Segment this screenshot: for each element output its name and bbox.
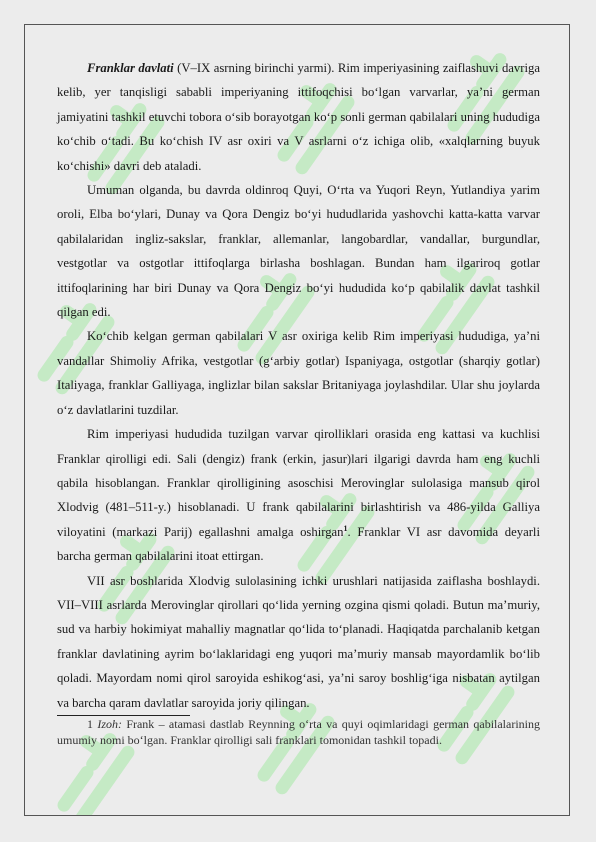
document-body — [57, 56, 540, 748]
paragraph-tribes — [57, 178, 540, 324]
paragraph-text: Rim imperiyasi hududida tuzilgan varvar qirolliklari orasida eng kattasi va kuchlisi Franklar qirolligi edi. Sali (dengiz) frank (erkin, jasur)lari ilgarigi davrda ham eng kuchli qabila hisoblangan. Franklar qirolligining asoschisi Merovinglar sulolasiga mansub qirol Xlodvig (481–511-y.) hisoblanadi. U frank qabilalarini birlashtirish va 486-yilda Galliya viloyatini (markazi Parij) egallashni amalga oshirgan — [57, 427, 540, 539]
footnote-reference[interactable]: 1 — [343, 523, 348, 533]
paragraph-text: Ko‘chib kelgan german qabilalari V asr oxiriga kelib Rim imperiyasi hududiga, ya’ni vandallar Shimoliy Afrika, vestgotlar (g‘arbiy gotlar) Ispaniyaga, ostgotlar (sharqiy gotlar) Italiyaga, franklar Galliyaga, inglizlar bilan sakslar Britaniyaga joylashdilar. Ular shu joylarda o‘z davlatlarini tuzdilar. — [57, 329, 540, 417]
lead-term: Franklar davlati — [87, 61, 174, 75]
paragraph-text: (V–IX asrning birinchi yarmi). Rim imperiyasining zaiflashuvi davriga kelib, yer tanqisligi sababli imperiyaning ittifoqchisi bo‘lgan varvarlar, ya’ni german jamiyatini tashkil etuvchi tobora o‘sib borayotgan ko‘p sonli german qabilalari uning hududiga ko‘chib o‘tadi. Bu ko‘chish IV asr oxiri va V asrlarni o‘z ichiga olib, «xalqlarning buyuk ko‘chishi» davri deb ataladi. — [57, 61, 540, 173]
paragraph-kingdom — [57, 422, 540, 568]
footnote-label: Izoh: — [97, 716, 122, 731]
paragraph-text: . Franklar VI asr davomida deyarli barcha german qabilalarini itoat ettirgan. — [57, 524, 540, 564]
footnote-number: 1 — [87, 716, 93, 731]
footnote — [57, 716, 540, 748]
paragraph-text: Umuman olganda, bu davrda oldinroq Quyi, O‘rta va Yuqori Reyn, Yutlandiya yarim oroli, Elba bo‘ylari, Dunay va Qora Dengiz bo‘yi hududlarida yashovchi katta-katta varvar qabilalaridan ingliz-sakslar, franklar, allemanlar, langobardlar, vandallar, burgundlar, vestgotlar va ostgotlar ittifoqlarga birlasha boshlagan. Bundan ham ilgariroq gotlar ittifoqlarining har biri Dunay va Qora Dengiz bo‘yi hududida ko‘p qabilalik davlat tashkil qilgan edi. — [57, 183, 540, 320]
paragraph-decline — [57, 569, 540, 715]
paragraph-franks — [57, 56, 540, 178]
page-frame — [24, 24, 570, 816]
paragraph-migration — [57, 324, 540, 422]
paragraph-text: VII asr boshlarida Xlodvig sulolasining ichki urushlari natijasida zaiflasha boshlaydi. VII–VIII asrlarda Merovinglar qirollari qo‘lida yerning ozgina qismi qoladi. Butun ma’muriy, sud va harbiy hokimiyat mahalliy magnatlar qo‘lida to‘planadi. Haqiqatda parchalanib ketgan franklar davlatining ayrim bo‘laklaridagi eng yuqori ma’muriy mansab mayordamlik bo‘lib qoladi. Mayordam nomi qirol saroyida eshikog‘asi, ya’ni saroy boshlig‘iga nisbatan aytilgan va barcha qaram davlatlar saroyida joriy qilingan. — [57, 573, 540, 710]
footnote-text: Frank – atamasi dastlab Reynning o‘rta va quyi oqimlaridagi german qabilalarining umumiy nomi bo‘lgan. Franklar qirolligi sali franklari tomonidan tashkil topadi. — [57, 716, 541, 747]
